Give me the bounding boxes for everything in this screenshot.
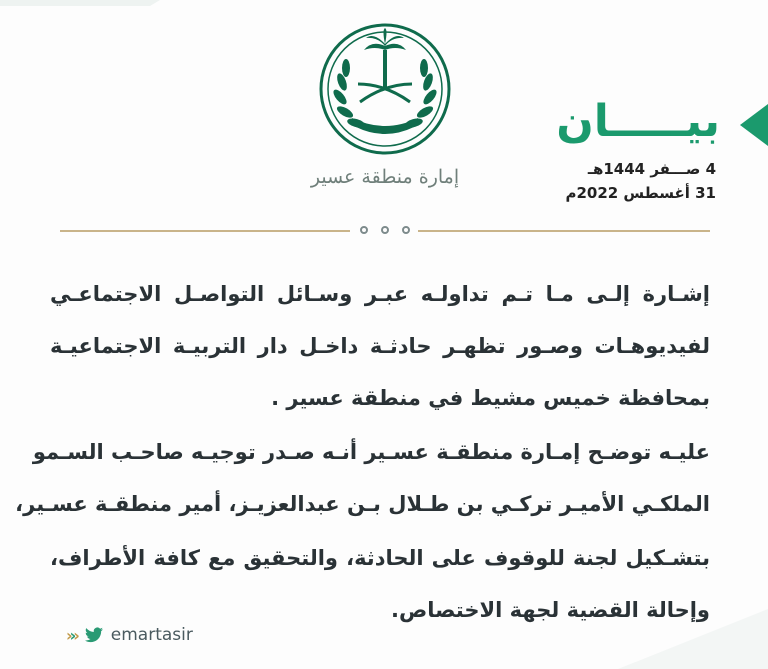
corner-accent-top-left (0, 0, 160, 70)
body-line: عليـه توضـح إمـارة منطقـة عسـير أنـه صـدر توجيـه صاحـب السـمو (32, 440, 710, 464)
date-hijri: 4 صـــفر 1444هـ (587, 160, 716, 178)
twitter-icon[interactable] (85, 627, 103, 643)
divider-dot (360, 226, 368, 234)
body-line: لفيديوهـات وصـور تظهـر حادثـة داخـل دار التربيـة الاجتماعيـة (50, 334, 710, 358)
emblem-caption: إمارة منطقة عسير (310, 166, 460, 188)
body-line: الملكـي الأميـر تركـي بن طـلال بـن عبدالعزيـز، أمير منطقـة عسـير، (15, 492, 710, 516)
chevrons-icon: ››› (66, 625, 77, 645)
body-line: وإحالة القضية لجهة الاختصاص. (391, 598, 710, 622)
page-title: بيـــــان (556, 96, 720, 147)
body-line: بتشـكيل لجنة للوقوف على الحادثة، والتحقيق مع كافة الأطراف، (50, 546, 710, 570)
divider-dots (358, 223, 414, 239)
divider-dot (402, 226, 410, 234)
corner-accent-bottom-right (588, 609, 768, 669)
footer (66, 624, 193, 646)
divider-dot (381, 226, 389, 234)
divider-right (418, 230, 710, 232)
date-gregorian: 31 أغسطس 2022م (565, 184, 716, 202)
twitter-handle[interactable]: emartasir (110, 625, 193, 645)
title-arrow-icon (740, 104, 768, 146)
saudi-emblem-icon (312, 22, 458, 157)
divider-left (60, 230, 350, 232)
body-line: إشـارة إلـى مـا تـم تداولـه عبـر وسـائل التواصـل الاجتماعـي (50, 282, 710, 306)
body-line: بمحافظة خميس مشيط في منطقة عسير . (271, 386, 710, 410)
